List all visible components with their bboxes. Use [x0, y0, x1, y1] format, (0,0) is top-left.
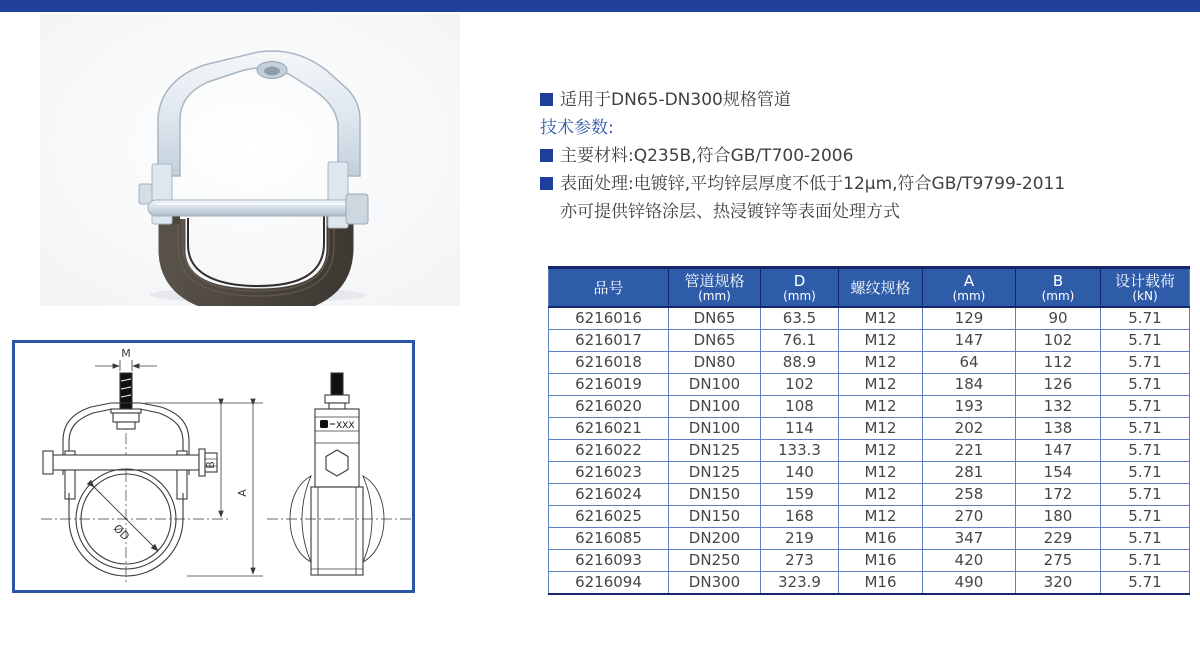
table-cell: 64 [923, 352, 1016, 374]
column-header: A (mm) [923, 268, 1016, 308]
spec-applicable: 适用于DN65-DN300规格管道 [560, 90, 791, 110]
table-cell: 5.71 [1101, 396, 1190, 418]
table-cell: 275 [1016, 550, 1101, 572]
bullet-square-icon [540, 149, 553, 162]
column-header: 螺纹规格 [839, 268, 923, 308]
table-row [549, 506, 1190, 528]
table-row [549, 374, 1190, 396]
table-cell: 90 [1016, 307, 1101, 330]
table-cell: 6216094 [549, 572, 669, 595]
spec-material: 主要材料:Q235B,符合GB/T700-2006 [560, 146, 854, 166]
table-cell: DN65 [669, 307, 761, 330]
left-bolt [139, 184, 152, 204]
table-cell: DN150 [669, 484, 761, 506]
table-cell: M12 [839, 352, 923, 374]
table-cell: 76.1 [761, 330, 839, 352]
table-cell: 184 [923, 374, 1016, 396]
table-row [549, 307, 1190, 330]
table-cell: M12 [839, 484, 923, 506]
table-cell: 132 [1016, 396, 1101, 418]
table-cell: 138 [1016, 418, 1101, 440]
table-cell: 5.71 [1101, 528, 1190, 550]
table-cell: 5.71 [1101, 550, 1190, 572]
table-cell: M16 [839, 572, 923, 595]
table-cell: 172 [1016, 484, 1101, 506]
table-cell: 5.71 [1101, 330, 1190, 352]
table-cell: 490 [923, 572, 1016, 595]
table-cell: DN300 [669, 572, 761, 595]
table-cell: 102 [1016, 330, 1101, 352]
table-cell: DN125 [669, 440, 761, 462]
section-title: 技术参数: [540, 118, 614, 138]
table-cell: 154 [1016, 462, 1101, 484]
table-cell: M12 [839, 330, 923, 352]
table-cell: 108 [761, 396, 839, 418]
table-cell: 347 [923, 528, 1016, 550]
table-row [549, 572, 1190, 595]
table-cell: 63.5 [761, 307, 839, 330]
table-cell: 5.71 [1101, 352, 1190, 374]
table-cell: 221 [923, 440, 1016, 462]
table-cell: M12 [839, 374, 923, 396]
table-cell: 180 [1016, 506, 1101, 528]
table-row [549, 352, 1190, 374]
table-cell: 6216016 [549, 307, 669, 330]
table-cell: 6216025 [549, 506, 669, 528]
table-row [549, 440, 1190, 462]
column-header: 品号 [549, 268, 669, 308]
spec-surface-2: 亦可提供锌铬涂层、热浸镀锌等表面处理方式 [560, 202, 900, 222]
table-cell: 133.3 [761, 440, 839, 462]
top-bar [0, 0, 1200, 12]
table-cell: 6216020 [549, 396, 669, 418]
table-cell: 323.9 [761, 572, 839, 595]
column-header: 设计载荷 (kN) [1101, 268, 1190, 308]
table-cell: 102 [761, 374, 839, 396]
table-cell: 6216017 [549, 330, 669, 352]
table-cell: DN100 [669, 418, 761, 440]
table-cell: M12 [839, 462, 923, 484]
technical-drawing [15, 343, 412, 590]
table-cell: 168 [761, 506, 839, 528]
logo-placeholder-text: XXX [336, 421, 355, 431]
pin-nut [346, 194, 368, 224]
table-cell: 420 [923, 550, 1016, 572]
table-cell: 6216023 [549, 462, 669, 484]
table-row [549, 550, 1190, 572]
table-cell: 5.71 [1101, 418, 1190, 440]
logo-square-icon [320, 420, 328, 428]
table-header-row [549, 268, 1190, 308]
table-cell: DN100 [669, 374, 761, 396]
column-header: 管道规格 (mm) [669, 268, 761, 308]
table-cell: 147 [1016, 440, 1101, 462]
side-view [267, 373, 411, 575]
table-cell: 6216093 [549, 550, 669, 572]
column-header: B (mm) [1016, 268, 1101, 308]
table-cell: 5.71 [1101, 374, 1190, 396]
table-cell: DN150 [669, 506, 761, 528]
table-cell: 6216024 [549, 484, 669, 506]
table-cell: M12 [839, 307, 923, 330]
table-cell: 281 [923, 462, 1016, 484]
table-cell: 5.71 [1101, 506, 1190, 528]
table-row [549, 330, 1190, 352]
spec-surface: 表面处理:电镀锌,平均锌层厚度不低于12μm,符合GB/T9799-2011 [560, 174, 1066, 194]
dim-label-b: B [204, 461, 217, 469]
table-row [549, 528, 1190, 550]
product-photo [40, 14, 460, 306]
right-bracket [328, 162, 348, 228]
table-cell: 147 [923, 330, 1016, 352]
table-row [549, 418, 1190, 440]
front-view [41, 347, 263, 583]
table-cell: M16 [839, 528, 923, 550]
table-cell: DN100 [669, 396, 761, 418]
table-cell: DN200 [669, 528, 761, 550]
table-cell: 229 [1016, 528, 1101, 550]
table-cell: 129 [923, 307, 1016, 330]
table-cell: DN80 [669, 352, 761, 374]
table-row [549, 484, 1190, 506]
table-cell: 5.71 [1101, 440, 1190, 462]
bullet-square-icon [540, 177, 553, 190]
table-cell: 5.71 [1101, 572, 1190, 595]
table-cell: 193 [923, 396, 1016, 418]
table-cell: M12 [839, 506, 923, 528]
table-cell: 202 [923, 418, 1016, 440]
specs-block [540, 86, 1195, 226]
table-cell: 219 [761, 528, 839, 550]
table-cell: 6216022 [549, 440, 669, 462]
table-row [549, 396, 1190, 418]
table-cell: 126 [1016, 374, 1101, 396]
table-cell: M12 [839, 396, 923, 418]
table-cell: DN125 [669, 462, 761, 484]
dim-label-d: ØD [110, 521, 133, 544]
table-cell: M12 [839, 440, 923, 462]
technical-drawing-box [12, 340, 415, 593]
table-cell: 5.71 [1101, 484, 1190, 506]
table-row [549, 462, 1190, 484]
table-cell: M16 [839, 550, 923, 572]
bullet-square-icon [540, 93, 553, 106]
table-cell: 6216085 [549, 528, 669, 550]
table-cell: 270 [923, 506, 1016, 528]
table-cell: 6216018 [549, 352, 669, 374]
table-cell: 159 [761, 484, 839, 506]
table-cell: DN250 [669, 550, 761, 572]
table-cell: M12 [839, 418, 923, 440]
table-cell: 88.9 [761, 352, 839, 374]
table-cell: 112 [1016, 352, 1101, 374]
table-cell: 114 [761, 418, 839, 440]
table-cell: 6216021 [549, 418, 669, 440]
clamp-photo-graphic [40, 14, 460, 306]
spec-table [548, 266, 1190, 595]
table-cell: 5.71 [1101, 462, 1190, 484]
dim-label-a: A [236, 489, 249, 497]
table-cell: 258 [923, 484, 1016, 506]
table-cell: 140 [761, 462, 839, 484]
table-cell: 5.71 [1101, 307, 1190, 330]
column-header: D (mm) [761, 268, 839, 308]
table-cell: 6216019 [549, 374, 669, 396]
table-cell: DN65 [669, 330, 761, 352]
table-cell: 273 [761, 550, 839, 572]
table-cell: 320 [1016, 572, 1101, 595]
dim-label-m: M [121, 347, 131, 360]
